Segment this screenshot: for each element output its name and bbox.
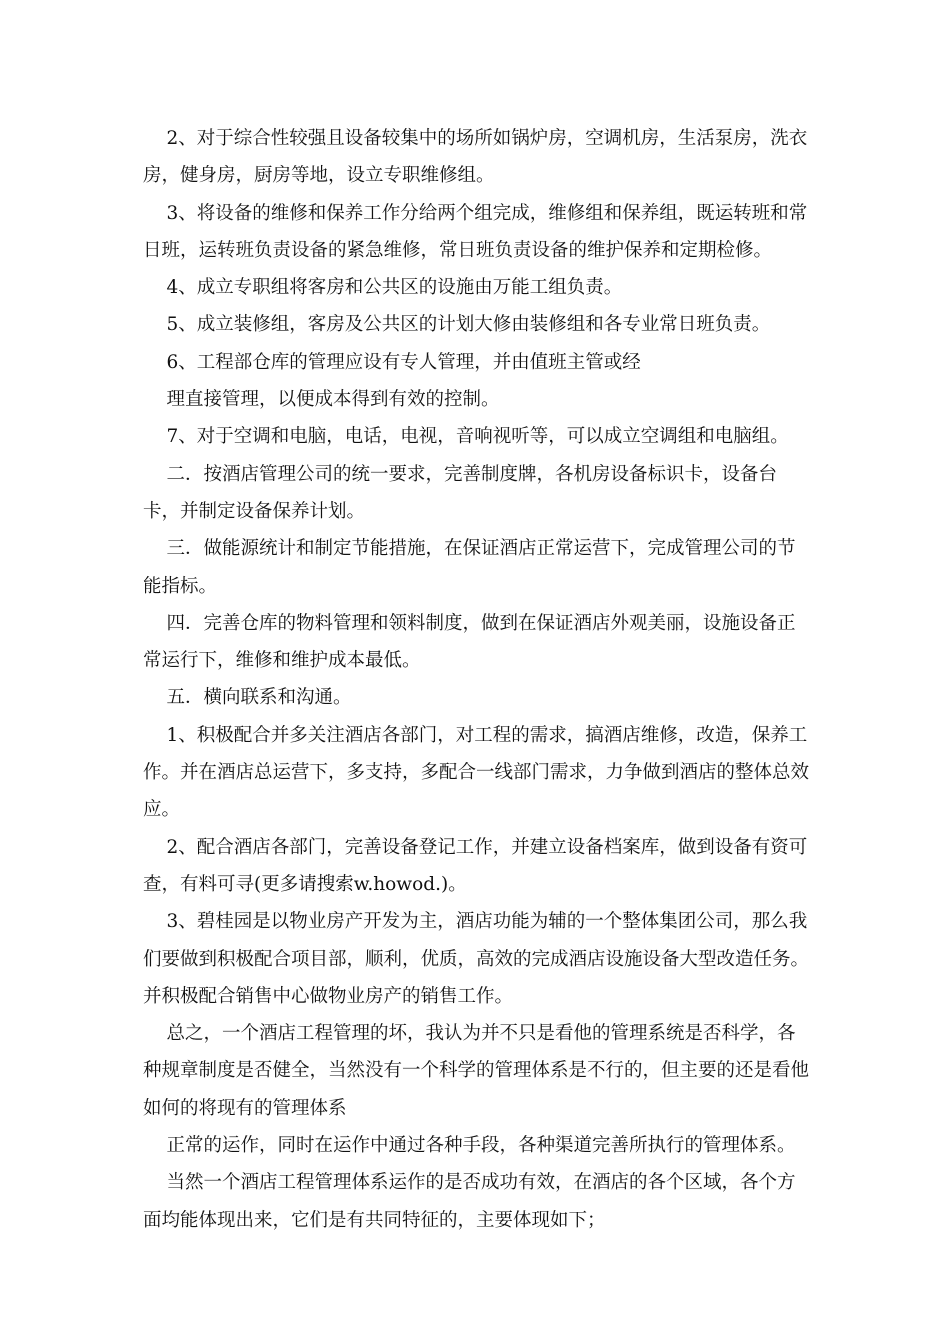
paragraph-item-2: 2、对于综合性较强且设备较集中的场所如锅炉房，空调机房，生活泵房，洗衣房，健身房，厨房等地，设立专职维修组。 (143, 128, 808, 187)
paragraph-item-7: 7、对于空调和电脑，电话，电视，音响视听等，可以成立空调组和电脑组。 (166, 426, 789, 448)
paragraph-item-3: 3、将设备的维修和保养工作分给两个组完成，维修组和保养组，既运转班和常日班，运转班负责设备的紧急维修，常日班负责设备的维护保养和定期检修。 (143, 202, 808, 261)
paragraph-item-6-continued: 理直接管理，以便成本得到有效的控制。 (166, 389, 500, 411)
paragraph-section-2: 二．按酒店管理公司的统一要求，完善制度牌，各机房设备标识卡，设备台卡，并制定设备保养计划。 (143, 463, 778, 522)
paragraph-item-4: 4、成立专职组将客房和公共区的设施由万能工组负责。 (166, 277, 623, 299)
paragraph-section-5-item-2: 2、配合酒店各部门，完善设备登记工作，并建立设备档案库，做到设备有资可查，有料可寻(更多请搜索w.howod.)。 (143, 836, 808, 895)
paragraph-section-4: 四．完善仓库的物料管理和领料制度，做到在保证酒店外观美丽，设施设备正常运行下，维修和维护成本最低。 (143, 612, 796, 672)
paragraph-section-5-item-1: 1、积极配合并多关注酒店各部门，对工程的需求，搞酒店维修，改造，保养工作。并在酒店总运营下，多支持，多配合一线部门需求，力争做到酒店的整体总效应。 (143, 724, 810, 821)
paragraph-item-6: 6、工程部仓库的管理应设有专人管理，并由值班主管或经 (166, 351, 641, 373)
paragraph-section-5: 五．横向联系和沟通。 (166, 687, 352, 709)
paragraph-summary: 总之，一个酒店工程管理的坏，我认为并不只是看他的管理系统是否科学，各种规章制度是否健全，当然没有一个科学的管理体系是不行的，但主要的还是看他如何的将现有的管理体系 (143, 1023, 810, 1119)
paragraph-section-3: 三．做能源统计和制定节能措施，在保证酒店正常运营下，完成管理公司的节能指标。 (143, 538, 796, 597)
paragraph-item-5: 5、成立装修组，客房及公共区的计划大修由装修组和各专业常日班负责。 (166, 314, 771, 336)
paragraph-section-5-item-3: 3、碧桂园是以物业房产开发为主，酒店功能为辅的一个整体集团公司，那么我们要做到积极配合项目部，顺利，优质，高效的完成酒店设施设备大型改造任务。并积极配合销售中心做物业房产的销售工作。 (143, 911, 810, 1007)
paragraph-summary-continued: 正常的运作，同时在运作中通过各种手段，各种渠道完善所执行的管理体系。 (166, 1135, 796, 1157)
paragraph-conclusion: 当然一个酒店工程管理体系运作的是否成功有效，在酒店的各个区域，各个方面均能体现出来，它们是有共同特征的，主要体现如下； (143, 1172, 796, 1231)
